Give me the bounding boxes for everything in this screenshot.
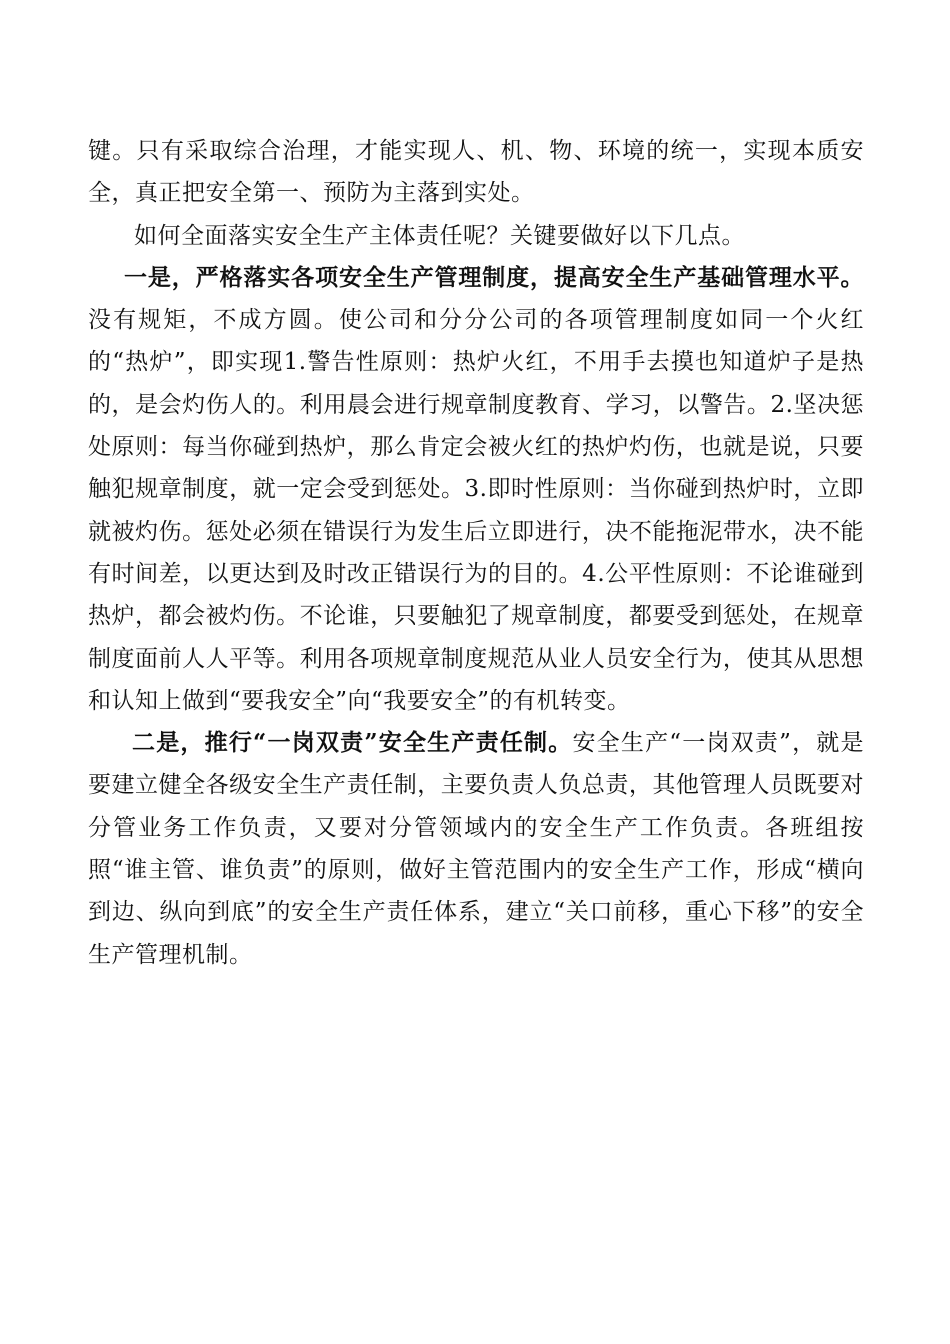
paragraph-lead-heading: 二是，推行“一岗双责”安全生产责任制。 xyxy=(132,729,573,757)
document-body xyxy=(88,130,864,976)
paragraph-text: 安全生产“一岗双责”，就是要建立健全各级安全生产责任制，主要负责人负总责，其他管理人员既要对分管业务工作负责，又要对分管领域内的安全生产工作负责。各班组按照“谁主管、谁负责”的原则，做好主管范围内的安全生产工作，形成“横向到边、纵向到底”的安全生产责任体系，建立“关口前移，重心下移”的安全生产管理机制。 xyxy=(88,730,864,968)
paragraph-text: 如何全面落实安全生产主体责任呢？关键要做好以下几点。 xyxy=(134,222,745,249)
paragraph-lead-heading: 一是，严格落实各项安全生产管理制度，提高安全生产基础管理水平。 xyxy=(124,263,864,291)
paragraph-point-one xyxy=(88,257,864,722)
paragraph-continuation xyxy=(88,130,864,215)
paragraph-question xyxy=(88,215,864,257)
paragraph-point-two xyxy=(88,722,864,976)
paragraph-text: 键。只有采取综合治理，才能实现人、机、物、环境的统一，实现本质安全，真正把安全第一、预防为主落到实处。 xyxy=(88,138,864,207)
paragraph-text: 没有规矩，不成方圆。使公司和分分公司的各项管理制度如同一个火红的“热炉”，即实现1.警告性原则：热炉火红，不用手去摸也知道炉子是热的，是会灼伤人的。利用晨会进行规章制度教育、学习，以警告。2.坚决惩处原则：每当你碰到热炉，那么肯定会被火红的热炉灼伤，也就是说，只要触犯规章制度，就一定会受到惩处。3.即时性原则：当你碰到热炉时，立即就被灼伤。惩处必须在错误行为发生后立即进行，决不能拖泥带水，决不能有时间差，以更达到及时改正错误行为的目的。4.公平性原则：不论谁碰到热炉，都会被灼伤。不论谁，只要触犯了规章制度，都要受到惩处，在规章制度面前人人平等。利用各项规章制度规范从业人员安全行为，使其从思想和认知上做到“要我安全”向“我要安全”的有机转变。 xyxy=(88,307,864,714)
